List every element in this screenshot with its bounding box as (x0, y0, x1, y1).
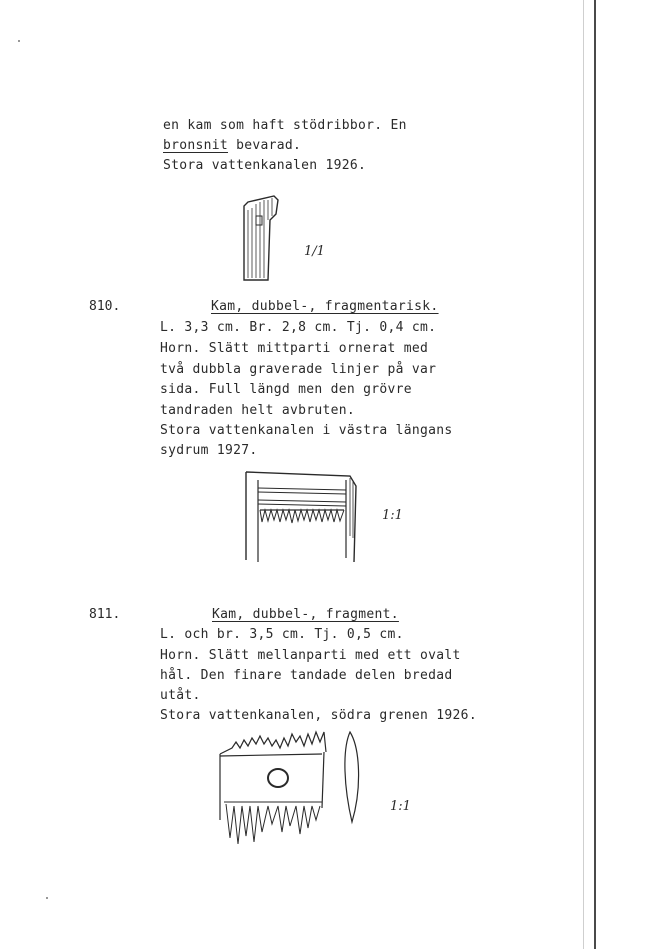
sketch-1-scale: 1/1 (304, 244, 325, 259)
comb-sketch-810 (238, 466, 362, 566)
entry-811-line: L. och br. 3,5 cm. Tj. 0,5 cm. (160, 627, 404, 642)
speck (18, 40, 20, 42)
entry-810-line: tandraden helt avbruten. (160, 403, 356, 418)
entry-811-line: Horn. Slätt mellanparti med ett ovalt (160, 648, 461, 663)
entry-810-scale: 1:1 (382, 508, 403, 523)
entry-811-line: Stora vattenkanalen, södra grenen 1926. (160, 708, 477, 723)
entry-810-line: sida. Full längd men den grövre (160, 382, 412, 397)
entry-811-line: hål. Den finare tandade delen bredad (160, 668, 453, 683)
entry-810-title: Kam, dubbel-, fragmentarisk. (211, 299, 439, 314)
intro-line-3: Stora vattenkanalen 1926. (163, 158, 367, 173)
entry-810-line: Stora vattenkanalen i västra längans (160, 423, 453, 438)
entry-810-line: två dubbla graverade linjer på var (160, 362, 437, 377)
page-shadow-line (583, 0, 584, 949)
intro-line-2 (163, 136, 301, 156)
comb-fragment-sketch-1 (238, 190, 288, 286)
comb-sketch-811 (212, 728, 372, 854)
intro-line-2-rest: bevarad. (228, 138, 302, 153)
entry-811-scale: 1:1 (390, 799, 411, 814)
entry-811-line: utåt. (160, 688, 201, 703)
underlined-word: bronsnit (163, 138, 229, 153)
speck (46, 897, 48, 899)
entry-810-line: L. 3,3 cm. Br. 2,8 cm. Tj. 0,4 cm. (160, 320, 437, 335)
page-edge (594, 0, 596, 949)
intro-line-1: en kam som haft stödribbor. En (163, 118, 407, 133)
entry-810-number: 810. (89, 299, 121, 314)
entry-811-title: Kam, dubbel-, fragment. (212, 607, 399, 622)
entry-811-number: 811. (89, 607, 121, 622)
entry-810-line: sydrum 1927. (160, 443, 258, 458)
entry-810-line: Horn. Slätt mittparti ornerat med (160, 341, 429, 356)
